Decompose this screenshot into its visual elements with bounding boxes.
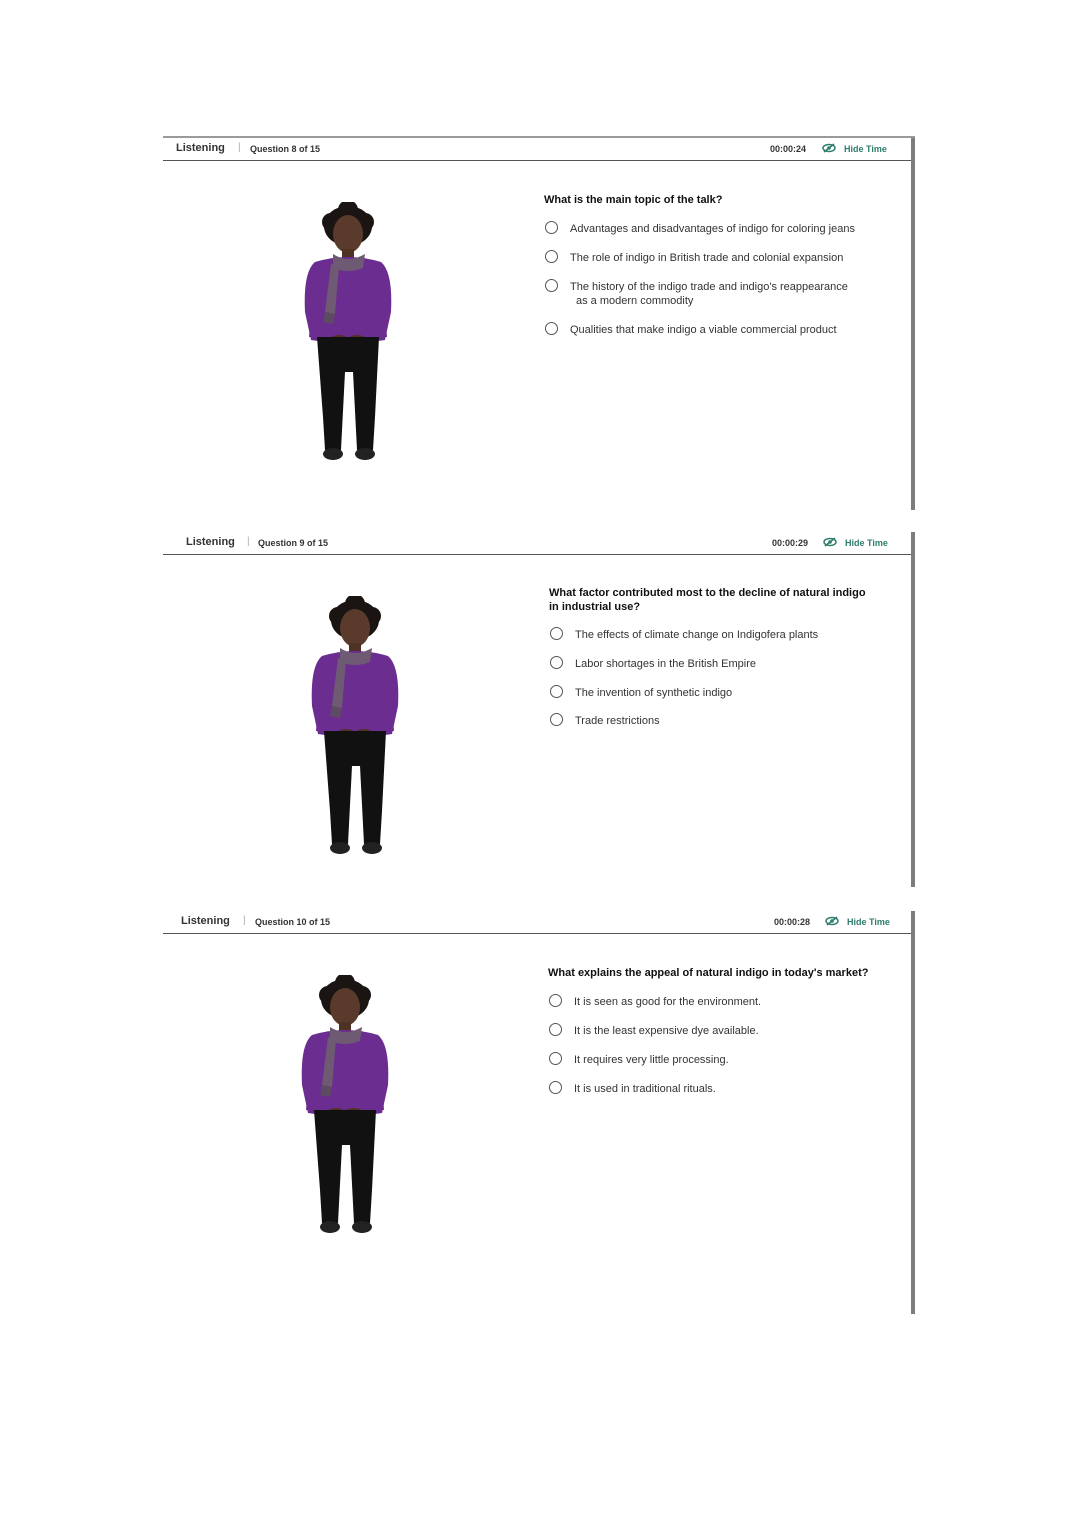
radio-button[interactable]: [549, 994, 562, 1007]
panel-header: [163, 530, 915, 555]
radio-button[interactable]: [550, 713, 563, 726]
option-label: The effects of climate change on Indigofera plants: [575, 629, 819, 641]
option-label: Qualities that make indigo a viable commercial product: [570, 324, 837, 336]
speaker-image: [280, 596, 430, 866]
option-label: Labor shortages in the British Empire: [575, 658, 756, 670]
header-separator: |: [243, 915, 246, 926]
timer-display: 00:00:29: [772, 538, 809, 548]
radio-button[interactable]: [545, 250, 558, 263]
option-label: It is seen as good for the environment.: [574, 996, 762, 1008]
radio-button[interactable]: [549, 1023, 562, 1036]
hide-eye-icon[interactable]: [825, 916, 839, 926]
section-label: Listening: [186, 536, 235, 548]
radio-button[interactable]: [545, 279, 558, 292]
question-text: [549, 586, 919, 614]
question-line-2: in industrial use?: [549, 601, 641, 613]
timer-display: 00:00:24: [770, 144, 807, 154]
radio-button[interactable]: [550, 627, 563, 640]
question-text: What is the main topic of the talk?: [544, 194, 723, 206]
radio-button[interactable]: [545, 221, 558, 234]
option-label: Advantages and disadvantages of indigo for coloring jeans: [570, 223, 855, 235]
hide-time-button[interactable]: Hide Time: [845, 538, 888, 548]
test-panel-question-9: [163, 530, 915, 887]
timer-display: 00:00:28: [774, 917, 811, 927]
question-counter: Question 8 of 15: [250, 144, 321, 154]
question-counter: Question 10 of 15: [255, 917, 331, 927]
section-label: Listening: [181, 915, 230, 927]
header-separator: |: [247, 536, 250, 547]
hide-eye-icon[interactable]: [822, 143, 836, 153]
section-label: Listening: [176, 142, 225, 154]
question-line-1: What factor contributed most to the decline of natural indigo: [549, 587, 866, 599]
test-panel-question-8: [163, 136, 915, 510]
option-label: It is used in traditional rituals.: [574, 1083, 716, 1095]
header-separator: |: [238, 142, 241, 153]
hide-eye-icon[interactable]: [823, 537, 837, 547]
panel-right-border: [911, 138, 915, 510]
option-label: The role of indigo in British trade and colonial expansion: [570, 252, 844, 264]
option-label: Trade restrictions: [575, 715, 660, 727]
speaker-image: [273, 202, 423, 472]
radio-button[interactable]: [549, 1052, 562, 1065]
speaker-image: [270, 975, 420, 1245]
panel-header: [163, 909, 915, 934]
option-label: It is the least expensive dye available.: [574, 1025, 759, 1037]
hide-time-button[interactable]: Hide Time: [844, 144, 887, 154]
panel-header: [163, 136, 915, 161]
radio-button[interactable]: [549, 1081, 562, 1094]
option-label-continuation: as a modern commodity: [576, 295, 694, 307]
radio-button[interactable]: [550, 685, 563, 698]
radio-button[interactable]: [545, 322, 558, 335]
option-label: The invention of synthetic indigo: [575, 687, 733, 699]
option-label: It requires very little processing.: [574, 1054, 729, 1066]
question-counter: Question 9 of 15: [258, 538, 329, 548]
radio-button[interactable]: [550, 656, 563, 669]
test-panel-question-10: [163, 909, 915, 1314]
question-text: What explains the appeal of natural indigo in today's market?: [548, 967, 869, 979]
hide-time-button[interactable]: Hide Time: [847, 917, 890, 927]
option-label: The history of the indigo trade and indigo's reappearance: [570, 281, 848, 293]
